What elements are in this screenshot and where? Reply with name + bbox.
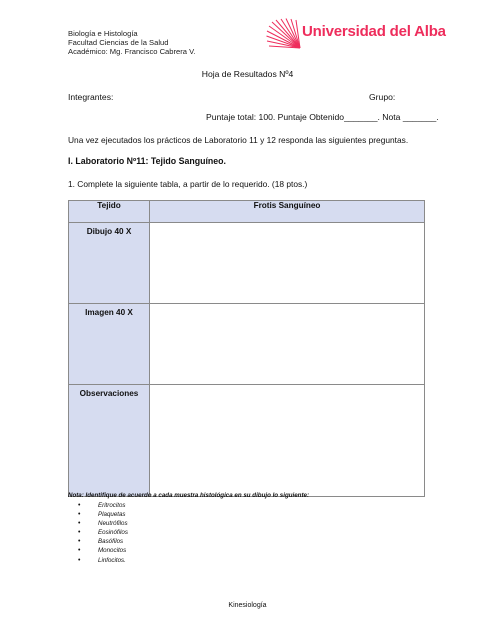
cell-list xyxy=(68,501,309,565)
academic-name: Académico: Mg. Francisco Cabrera V. xyxy=(68,47,196,57)
list-item: • Neutrófilos xyxy=(68,519,309,528)
row-label-imagen: Imagen 40 X xyxy=(69,304,150,385)
table-row xyxy=(69,223,425,304)
university-logo-text: Universidad del Alba xyxy=(302,23,446,40)
list-item: • Eritrocitos xyxy=(68,501,309,510)
imagen-cell[interactable] xyxy=(150,304,425,385)
results-table xyxy=(68,200,425,497)
list-item: • Plaquetas xyxy=(68,510,309,519)
header-tejido: Tejido xyxy=(69,201,150,223)
list-item: • Basófilos xyxy=(68,537,309,546)
faculty-name: Facultad Ciencias de la Salud xyxy=(68,38,169,48)
course-name: Biología e Histología xyxy=(68,29,138,38)
list-item: • Linfocitos. xyxy=(68,556,309,565)
header-course-info xyxy=(68,29,196,57)
grupo-label: Grupo: xyxy=(369,92,396,102)
list-item: • Eosinófilos xyxy=(68,528,309,537)
list-item: • Monocitos xyxy=(68,546,309,555)
table-row xyxy=(69,385,425,497)
integrantes-label: Integrantes: xyxy=(68,92,114,102)
nota-title: Nota: Identifique de acuerdo a cada muestra histológica en su dibujo lo siguiente: xyxy=(68,492,310,499)
question-1: 1. Complete la siguiente tabla, a partir de lo requerido. (18 ptos.) xyxy=(68,179,308,189)
page-title: Hoja de Resultados Nº4 xyxy=(201,69,294,79)
row-label-dibujo: Dibujo 40 X xyxy=(69,223,150,304)
row-label-observaciones: Observaciones xyxy=(69,385,150,497)
observaciones-cell[interactable] xyxy=(150,385,425,497)
nota-block xyxy=(68,492,309,565)
table-row xyxy=(69,304,425,385)
lab-heading: I. Laboratorio Nº11: Tejido Sanguíneo. xyxy=(68,156,226,166)
page-footer: Kinesiología xyxy=(228,602,267,609)
dibujo-cell[interactable] xyxy=(150,223,425,304)
instruction-text: Una vez ejecutados los prácticos de Laboratorio 11 y 12 responda las siguientes preguntas. xyxy=(68,135,409,145)
header-frotis: Frotis Sanguíneo xyxy=(150,201,425,223)
puntaje-line: Puntaje total: 100. Puntaje Obtenido_______. Nota _______. xyxy=(206,112,439,122)
table-header-row xyxy=(69,201,425,223)
